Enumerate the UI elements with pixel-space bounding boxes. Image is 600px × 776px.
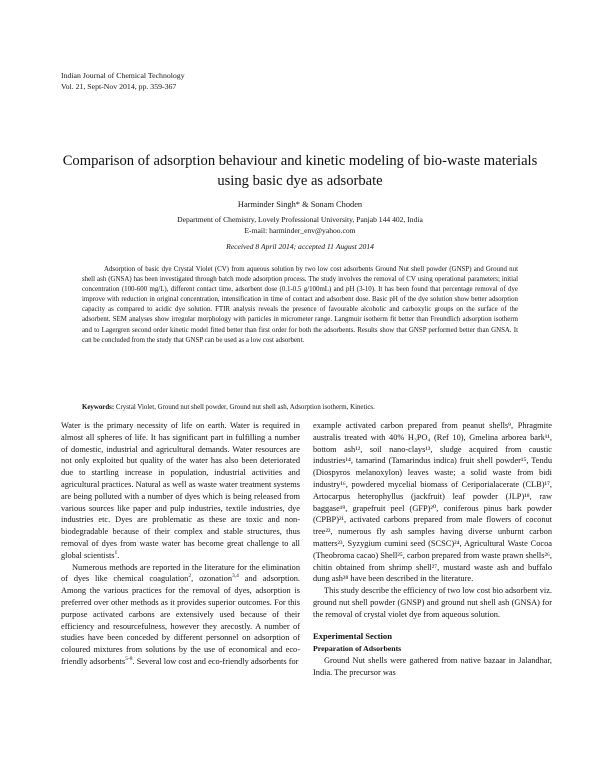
methods-paragraph-1: Ground Nut shells were gathered from native bazaar in Jalandhar, India. The precursor was [313,656,552,677]
intro-paragraph-2: Numerous methods are reported in the literature for the elimination of dyes like chemical coagulation$^2$, ozonation$^{3,4}$ and adsorption. Among the various practices for the removal of dyes, adsorption is preferred over other methods as it provides superior outcomes. For this purpose activated carbons are extensively used because of their efficiency and resourcefulness, however they arecostly. A number of studies have been conceded by different personnel on adsorption of coloured mixtures from solutions by the use of economical and eco-friendly adsorbents$^{5-8}$. Several low cost and eco-friendly adsorbents for [61,562,301,666]
journal-name: Indian Journal of Chemical Technology [61,71,185,80]
citation: 5-8 [125,656,133,663]
body-column-right [313,420,552,679]
affiliation-email: E-mail: harminder_env@yahoo.com [244,225,356,235]
citation: 2 [188,573,192,580]
keywords [82,403,518,413]
citation: 3,4 [232,573,239,580]
journal-header [61,70,185,92]
intro-paragraph-1: Water is the primary necessity of life on earth. Water is required in almost all spheres of life. It has significant part in fulfilling a number of domestic, industrial and agricultural demands. Water resources are not only exploited but quality of the water has also been deteriorated due to startling increase in population, industrial activities and agricultural practices. Natural as well as waste water treatment systems are being polluted with a number of dyes which is being released from various sources like paper and pulp industries, textile industries, dye industries etc. Dyes are problematic as these are toxic and non-biodegradable because of their complex and stable structures, thus removal of dyes from waste water has become great challenge to all global scientists$^1$. [61,421,300,560]
affiliation [40,215,560,236]
received-dates: Received 8 April 2014; accepted 11 August 2014 [226,242,374,251]
title-line-1: Comparison of adsorption behaviour and kinetic modeling of bio-waste materials [62,153,538,169]
keywords-text: Crystal Violet, Ground nut shell powder, Ground nut shell ash, Adsorption isotherm, Kinetics. [115,404,375,411]
keywords-label: Keywords: [82,404,115,411]
intro-paragraph-4: This study describe the efficiency of two low cost bio adsorbent viz. ground nut shell powder (GNSP) and ground nut shell ash (GNSA) for the removal of crystal violet dye from aqueous solution. [313,586,552,619]
body-column-left [61,420,300,668]
affiliation-dept: Department of Chemistry, Lovely Professional University, Panjab 144 402, India [177,215,423,224]
paper-title [40,152,560,191]
abstract: Adsorption of basic dye Crystal Violet (CV) from aqueous solution by two low cost adsorbents Ground Nut shell powder (GNSP) and Ground nut shell ash (GNSA) has been investigated through batch mode adsorption process. The study involves the removal of CV using operational parameters; initial concentration (100-600 mg/L), different contact time, adsorbent dose (0.1-0.5 g/100mL) and pH (3-10). It has been found that percentage removal of dye improve with reduction in original concentration, intensification in time of contact and adsorbent dose. Basic pH of the dye solution show better adsorption capacity as compared to acidic dye solution. FTIR analysis reveals the presence of favourable alcoholic and carboxylic groups on the surface of the adsorbent. SEM analyses show irregular morphology with particles in micrometer range. Langmuir isotherm fit better than Freundlich adsorption isotherm and to Lagergren second order kinetic model fitted better than first order for both the adsorbents. Results show that GNSP performed better than GNSA. It can be concluded from the study that GNSP can be used as a low cost adsorbent. [82,266,518,344]
citation: 1 [114,549,118,556]
section-heading: Experimental Section [313,630,393,641]
journal-issue: Vol. 21, Sept-Nov 2014, pp. 359-367 [61,82,177,91]
title-line-2: using basic dye as adsorbate [217,172,383,189]
author-list: Harminder Singh* & Sonam Choden [237,200,363,209]
subsection-heading: Preparation of Adsorbents [313,644,402,654]
intro-paragraph-3: example activated carbon prepared from peanut shells⁹, Phragmite australis treated with 40% H₃PO₄ (Ref 10), Gmelina arborea bark¹¹, bottom ash¹², soil nano-clays¹³, sludge acquired from caustic industries¹⁴, tamarind (Tamarindus indica) fruit shell powder¹⁵, Tendu (Diospyros melanoxylon) leaves waste; a solid waste from bidi industry¹⁶, powdered mycelial biomass of Ceriporialacerate (CLB)¹⁷, Artocarpus heterophyllus (jackfruit) leaf powder (JLP)¹⁸, raw baggase¹⁹, grapefruit peel (GFP)²⁰, coniferous pinus bark powder (CPBP)²¹, activated carbons prepared from male flowers of coconut tree²², numerous fly ash samples having diverse unburnt carbon matters²³, Syzygium cumini seed (SCSC)²⁴, Agricultural Waste Cocoa (Theobroma cacao) Shell²⁵, carbon prepared from waste prawn shells²⁶, chitin obtained from shrimp shell²⁷, mustard waste ash and buffalo dung ash²⁸ have been described in the literature. [313,421,552,584]
